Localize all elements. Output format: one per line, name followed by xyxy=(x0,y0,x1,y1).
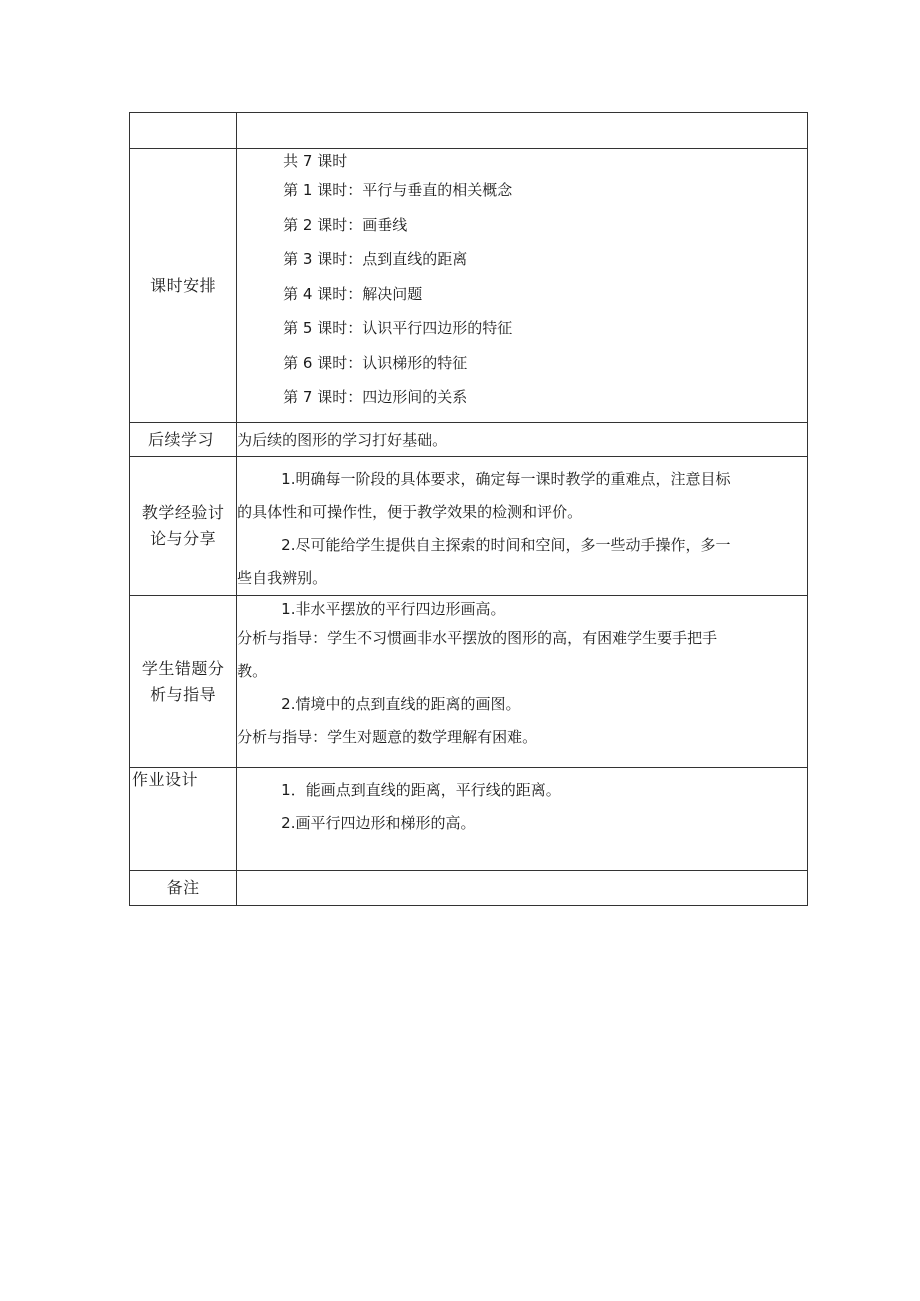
schedule-label: 课时安排 xyxy=(130,149,237,423)
schedule-item: 第 1 课时：平行与垂直的相关概念 xyxy=(283,181,513,199)
schedule-item: 第 6 课时：认识梯形的特征 xyxy=(283,353,468,372)
experience-label-line2: 论与分享 xyxy=(150,529,217,548)
experience-paragraph-2-cont: 些自我辨别。 xyxy=(237,569,328,587)
errors-content xyxy=(237,596,808,768)
experience-paragraph-1: 1.明确每一阶段的具体要求，确定每一课时教学的重难点，注意目标 xyxy=(281,470,731,488)
schedule-item: 第 2 课时：画垂线 xyxy=(283,215,408,234)
table-row-schedule xyxy=(130,149,808,423)
top-label-cell xyxy=(130,113,237,149)
schedule-item: 第 4 课时：解决问题 xyxy=(283,284,423,303)
error-analysis-1-cont: 教。 xyxy=(237,662,268,680)
errors-label-line1: 学生错题分 xyxy=(141,658,225,678)
table-row-errors xyxy=(130,596,808,768)
experience-paragraph-2: 2.尽可能给学生提供自主探索的时间和空间，多一些动手操作，多一 xyxy=(281,536,731,554)
error-analysis-1: 分析与指导：学生不习惯画非水平摆放的图形的高，有困难学生要手把手 xyxy=(237,629,718,647)
error-item-1: 1.非水平摆放的平行四边形画高。 xyxy=(281,600,506,618)
schedule-item: 第 5 课时：认识平行四边形的特征 xyxy=(283,319,513,337)
schedule-item: 共 7 课时 xyxy=(283,152,348,170)
errors-label-line2: 析与指导 xyxy=(150,684,217,704)
homework-label: 作业设计 xyxy=(130,768,237,871)
schedule-content xyxy=(237,149,808,423)
table-row-notes xyxy=(130,871,808,906)
lesson-plan-table xyxy=(129,112,808,906)
experience-content xyxy=(237,457,808,596)
homework-item-2: 2.画平行四边形和梯形的高。 xyxy=(281,814,476,832)
experience-label xyxy=(130,457,237,596)
table-row-experience xyxy=(130,457,808,596)
notes-label: 备注 xyxy=(130,871,237,906)
schedule-item: 第 3 课时：点到直线的距离 xyxy=(283,250,468,268)
followup-content: 为后续的图形的学习打好基础。 xyxy=(237,423,808,457)
notes-content xyxy=(237,871,808,906)
error-analysis-2: 分析与指导：学生对题意的数学理解有困难。 xyxy=(237,728,538,746)
table-row-top xyxy=(130,113,808,149)
experience-label-line1: 教学经验讨 xyxy=(141,503,225,522)
error-item-2: 2.情境中的点到直线的距离的画图。 xyxy=(281,695,521,713)
homework-content xyxy=(237,768,808,871)
top-content-cell xyxy=(237,113,808,149)
errors-label xyxy=(130,596,237,768)
table-row-homework xyxy=(130,768,808,871)
experience-paragraph-1-cont: 的具体性和可操作性，便于教学效果的检测和评价。 xyxy=(237,503,583,521)
homework-item-1: 1．能画点到直线的距离，平行线的距离。 xyxy=(281,781,561,799)
table-row-followup xyxy=(130,423,808,457)
followup-label: 后续学习 xyxy=(130,423,237,457)
schedule-item: 第 7 课时：四边形间的关系 xyxy=(283,388,468,406)
